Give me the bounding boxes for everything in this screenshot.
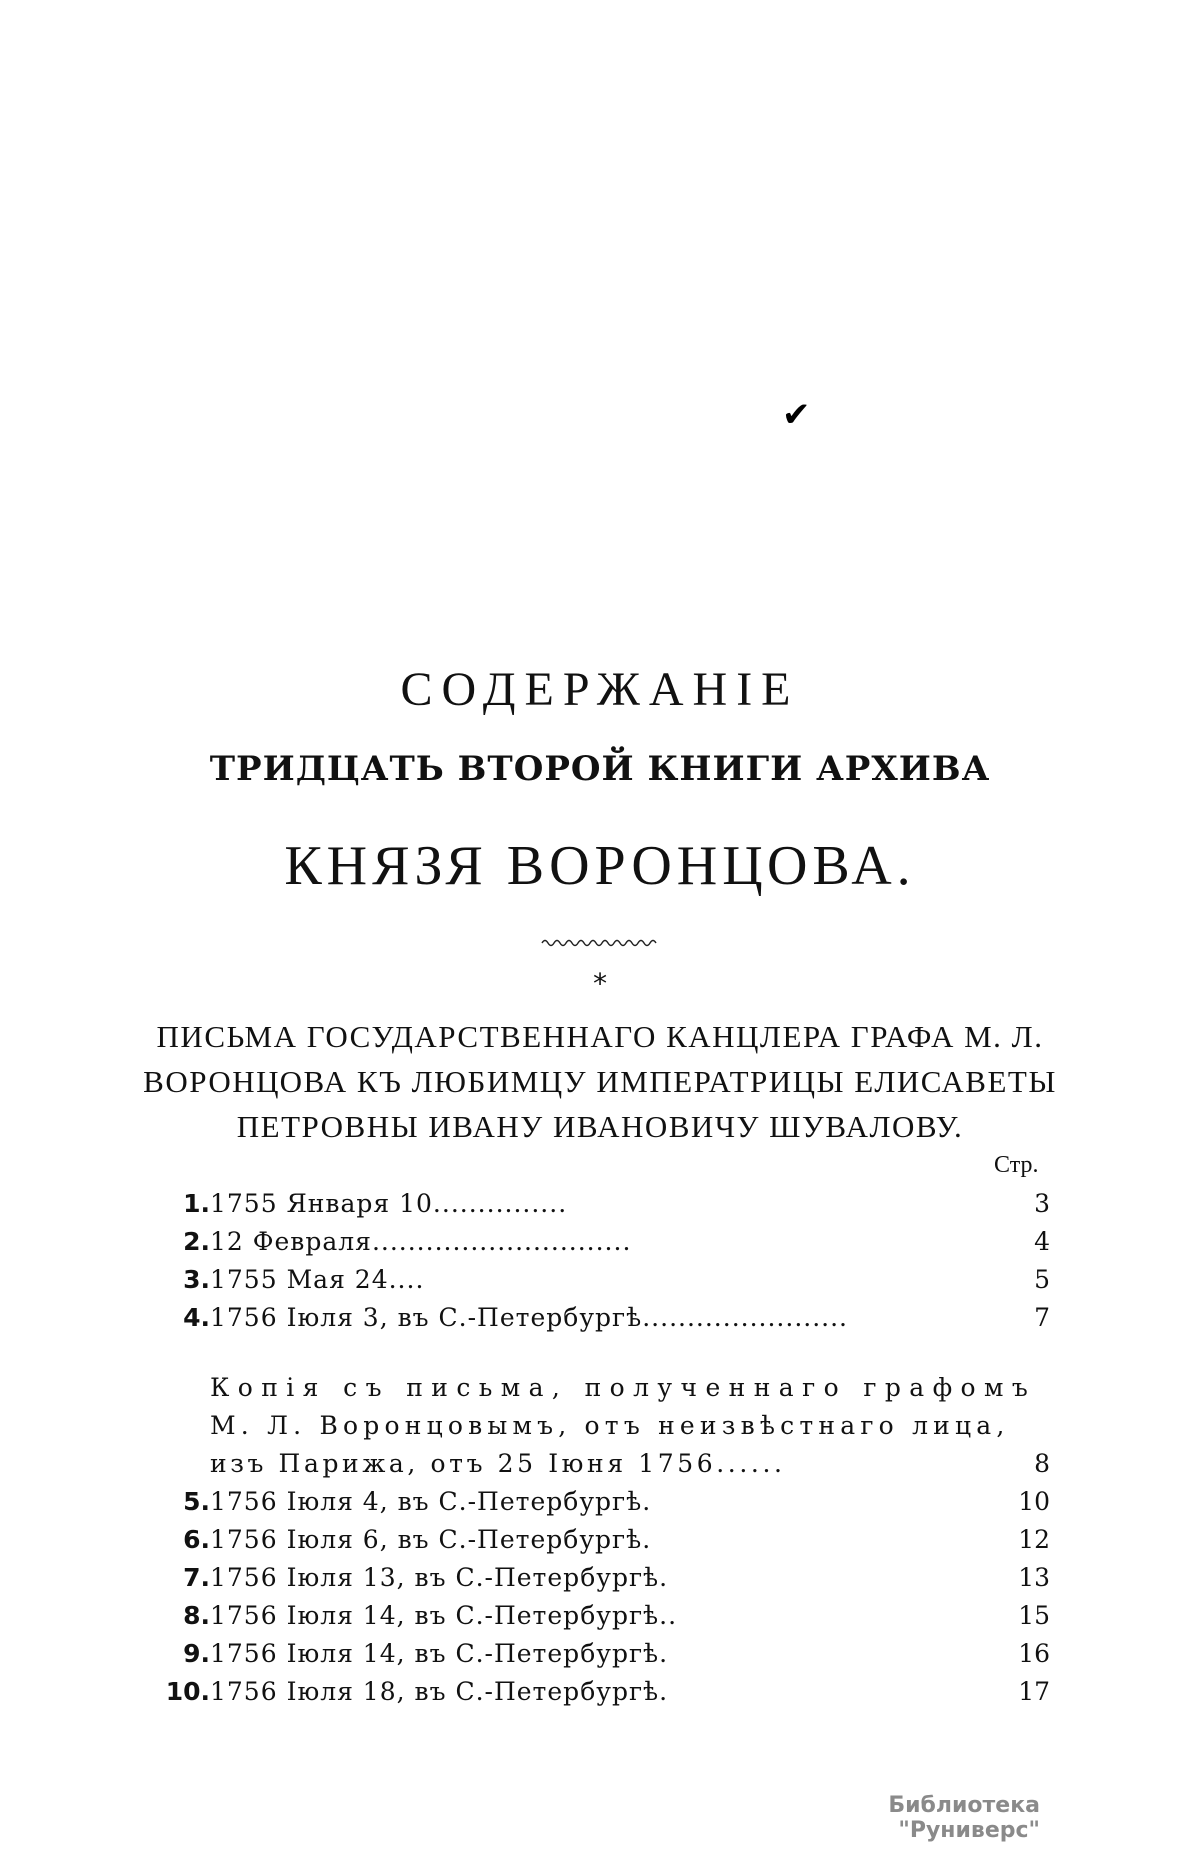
- toc-entry-number: 9.: [183, 1639, 210, 1668]
- toc-row: [150, 1186, 1050, 1222]
- toc-entry-page: 13: [1018, 1563, 1050, 1592]
- toc-entry-text: 12 Февраля.............................: [210, 1227, 632, 1256]
- toc-entry-number: 7.: [183, 1563, 210, 1592]
- section-heading-line: ПИСЬМА ГОСУДАРСТВЕННАГО КАНЦЛЕРА ГРАФА М. Л.: [156, 1019, 1044, 1054]
- toc-copy-entry-line: изъ Парижа, отъ 25 Іюня 1756......: [210, 1449, 786, 1478]
- toc-entry-text: 1756 Іюля 14, въ С.-Петербургѣ..: [210, 1601, 678, 1630]
- toc-entry-page: 15: [1018, 1601, 1050, 1630]
- page-subtitle-name: КНЯЗЯ ВОРОНЦОВА.: [284, 835, 916, 897]
- toc-entry-page: 17: [1018, 1677, 1050, 1706]
- toc-entry-text: 1756 Іюля 3, въ С.-Петербургѣ.......................: [210, 1303, 848, 1332]
- toc-entry-page: 5: [1034, 1265, 1050, 1294]
- toc-row: [150, 1560, 1050, 1596]
- toc-entry-text: 1756 Іюля 4, въ С.-Петербургѣ.: [210, 1487, 652, 1516]
- page-column-label: Стр.: [994, 1152, 1039, 1178]
- asterisk-divider: *: [591, 967, 609, 1000]
- toc-copy-entry-line: Копія съ письма, полученнаго графомъ: [210, 1373, 1037, 1402]
- toc-entry-page: 12: [1018, 1525, 1050, 1554]
- toc-entry-number: 2.: [183, 1227, 210, 1256]
- toc-row: [150, 1522, 1050, 1558]
- toc-entry-page: 3: [1034, 1189, 1050, 1218]
- toc-row: [150, 1598, 1050, 1634]
- library-watermark: Библиотека "Руниверс": [888, 1793, 1040, 1843]
- toc-entry-page: 4: [1034, 1227, 1050, 1256]
- toc-copy-entry-line: М. Л. Воронцовымъ, отъ неизвѣстнаго лица,: [210, 1411, 1010, 1440]
- toc-entry-text: 1755 Января 10...............: [210, 1189, 568, 1218]
- toc-entry-number: 5.: [183, 1487, 210, 1516]
- toc-entry-number: 3.: [183, 1265, 210, 1294]
- toc-row: [150, 1484, 1050, 1520]
- toc-row: [150, 1262, 1050, 1298]
- page-subtitle: ТРИДЦАТЬ ВТОРОЙ КНИГИ АРХИВА: [209, 749, 991, 789]
- section-heading: [0, 1014, 1200, 1149]
- toc-entry-page: 8: [1034, 1449, 1050, 1478]
- toc-row: [150, 1674, 1050, 1710]
- toc-entry-text: 1756 Іюля 14, въ С.-Петербургѣ.: [210, 1639, 669, 1668]
- wavy-divider-icon: [540, 936, 660, 950]
- toc-row: [150, 1224, 1050, 1260]
- toc-entry-page: 10: [1018, 1487, 1050, 1516]
- toc-entry-text: 1756 Іюля 6, въ С.-Петербургѣ.: [210, 1525, 652, 1554]
- toc-entry-page: 7: [1034, 1303, 1050, 1332]
- toc-entry-page: 16: [1018, 1639, 1050, 1668]
- toc-entry-text: 1755 Мая 24....: [210, 1265, 425, 1294]
- section-heading-line: ПЕТРОВНЫ ИВАНУ ИВАНОВИЧУ ШУВАЛОВУ.: [236, 1109, 964, 1144]
- toc-entry-number: 4.: [183, 1303, 210, 1332]
- toc-entry-number: 8.: [183, 1601, 210, 1630]
- toc-entry-text: 1756 Іюля 18, въ С.-Петербургѣ.: [210, 1677, 669, 1706]
- toc-entry-number: 6.: [183, 1525, 210, 1554]
- toc-entry-number: 1.: [183, 1189, 210, 1218]
- toc-row: [150, 1300, 1050, 1336]
- toc-entry-text: 1756 Іюля 13, въ С.-Петербургѣ.: [210, 1563, 669, 1592]
- section-heading-line: ВОРОНЦОВА КЪ ЛЮБИМЦУ ИМПЕРАТРИЦЫ ЕЛИСАВЕТЫ: [143, 1064, 1057, 1099]
- toc-row: [150, 1636, 1050, 1672]
- check-mark-icon: ✔: [782, 395, 811, 435]
- page-title: СОДЕРЖАНІЕ: [400, 663, 800, 716]
- toc-entry-number: 10.: [165, 1677, 210, 1706]
